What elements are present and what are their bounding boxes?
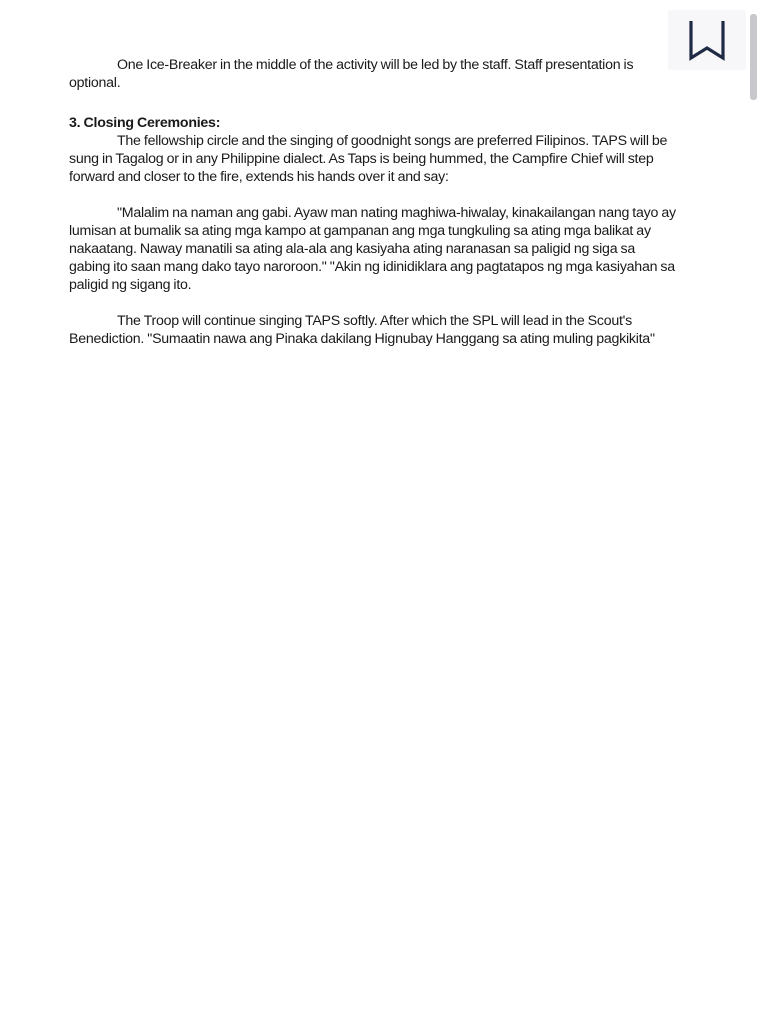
paragraph-ice-breaker: One Ice-Breaker in the middle of the activity will be led by the staff. Staff presentation is optional.: [69, 57, 634, 91]
bookmark-icon: [688, 18, 726, 64]
scrollbar[interactable]: [748, 0, 758, 1024]
paragraph-closing-quote: "Malalim na naman ang gabi. Ayaw man nating maghiwa-hiwalay, kinakailangan nang tayo ay lumisan at bumalik sa ating mga kampo at gampanan ang mga tungkuling sa ating mga balikat ay nakaatang. Naway manatili sa ating ala-ala ang kasiyaha ating naranasan sa paligid ng siga sa gabing ito saan mang dako tayo naroroon." "Akin ng idinidiklara ang pagtatapos ng mga kasiyahan sa paligid ng sigang ito.: [69, 205, 676, 293]
heading-closing-ceremonies: 3. Closing Ceremonies:: [69, 115, 221, 131]
bookmark-button[interactable]: [668, 10, 746, 70]
document-body: [69, 56, 679, 348]
paragraph-closing-body: The fellowship circle and the singing of goodnight songs are preferred Filipinos. TAPS will be sung in Tagalog or in any Philippine dialect. As Taps is being hummed, the Campfire Chief will step forward and closer to the fire, extends his hands over it and say:: [69, 133, 668, 185]
scrollbar-thumb[interactable]: [750, 14, 757, 100]
paragraph-taps-benediction: The Troop will continue singing TAPS softly. After which the SPL will lead in the Scout's Benediction. "Sumaatin nawa ang Pinaka dakilang Hignubay Hanggang sa ating muling pagkikita": [69, 313, 655, 347]
